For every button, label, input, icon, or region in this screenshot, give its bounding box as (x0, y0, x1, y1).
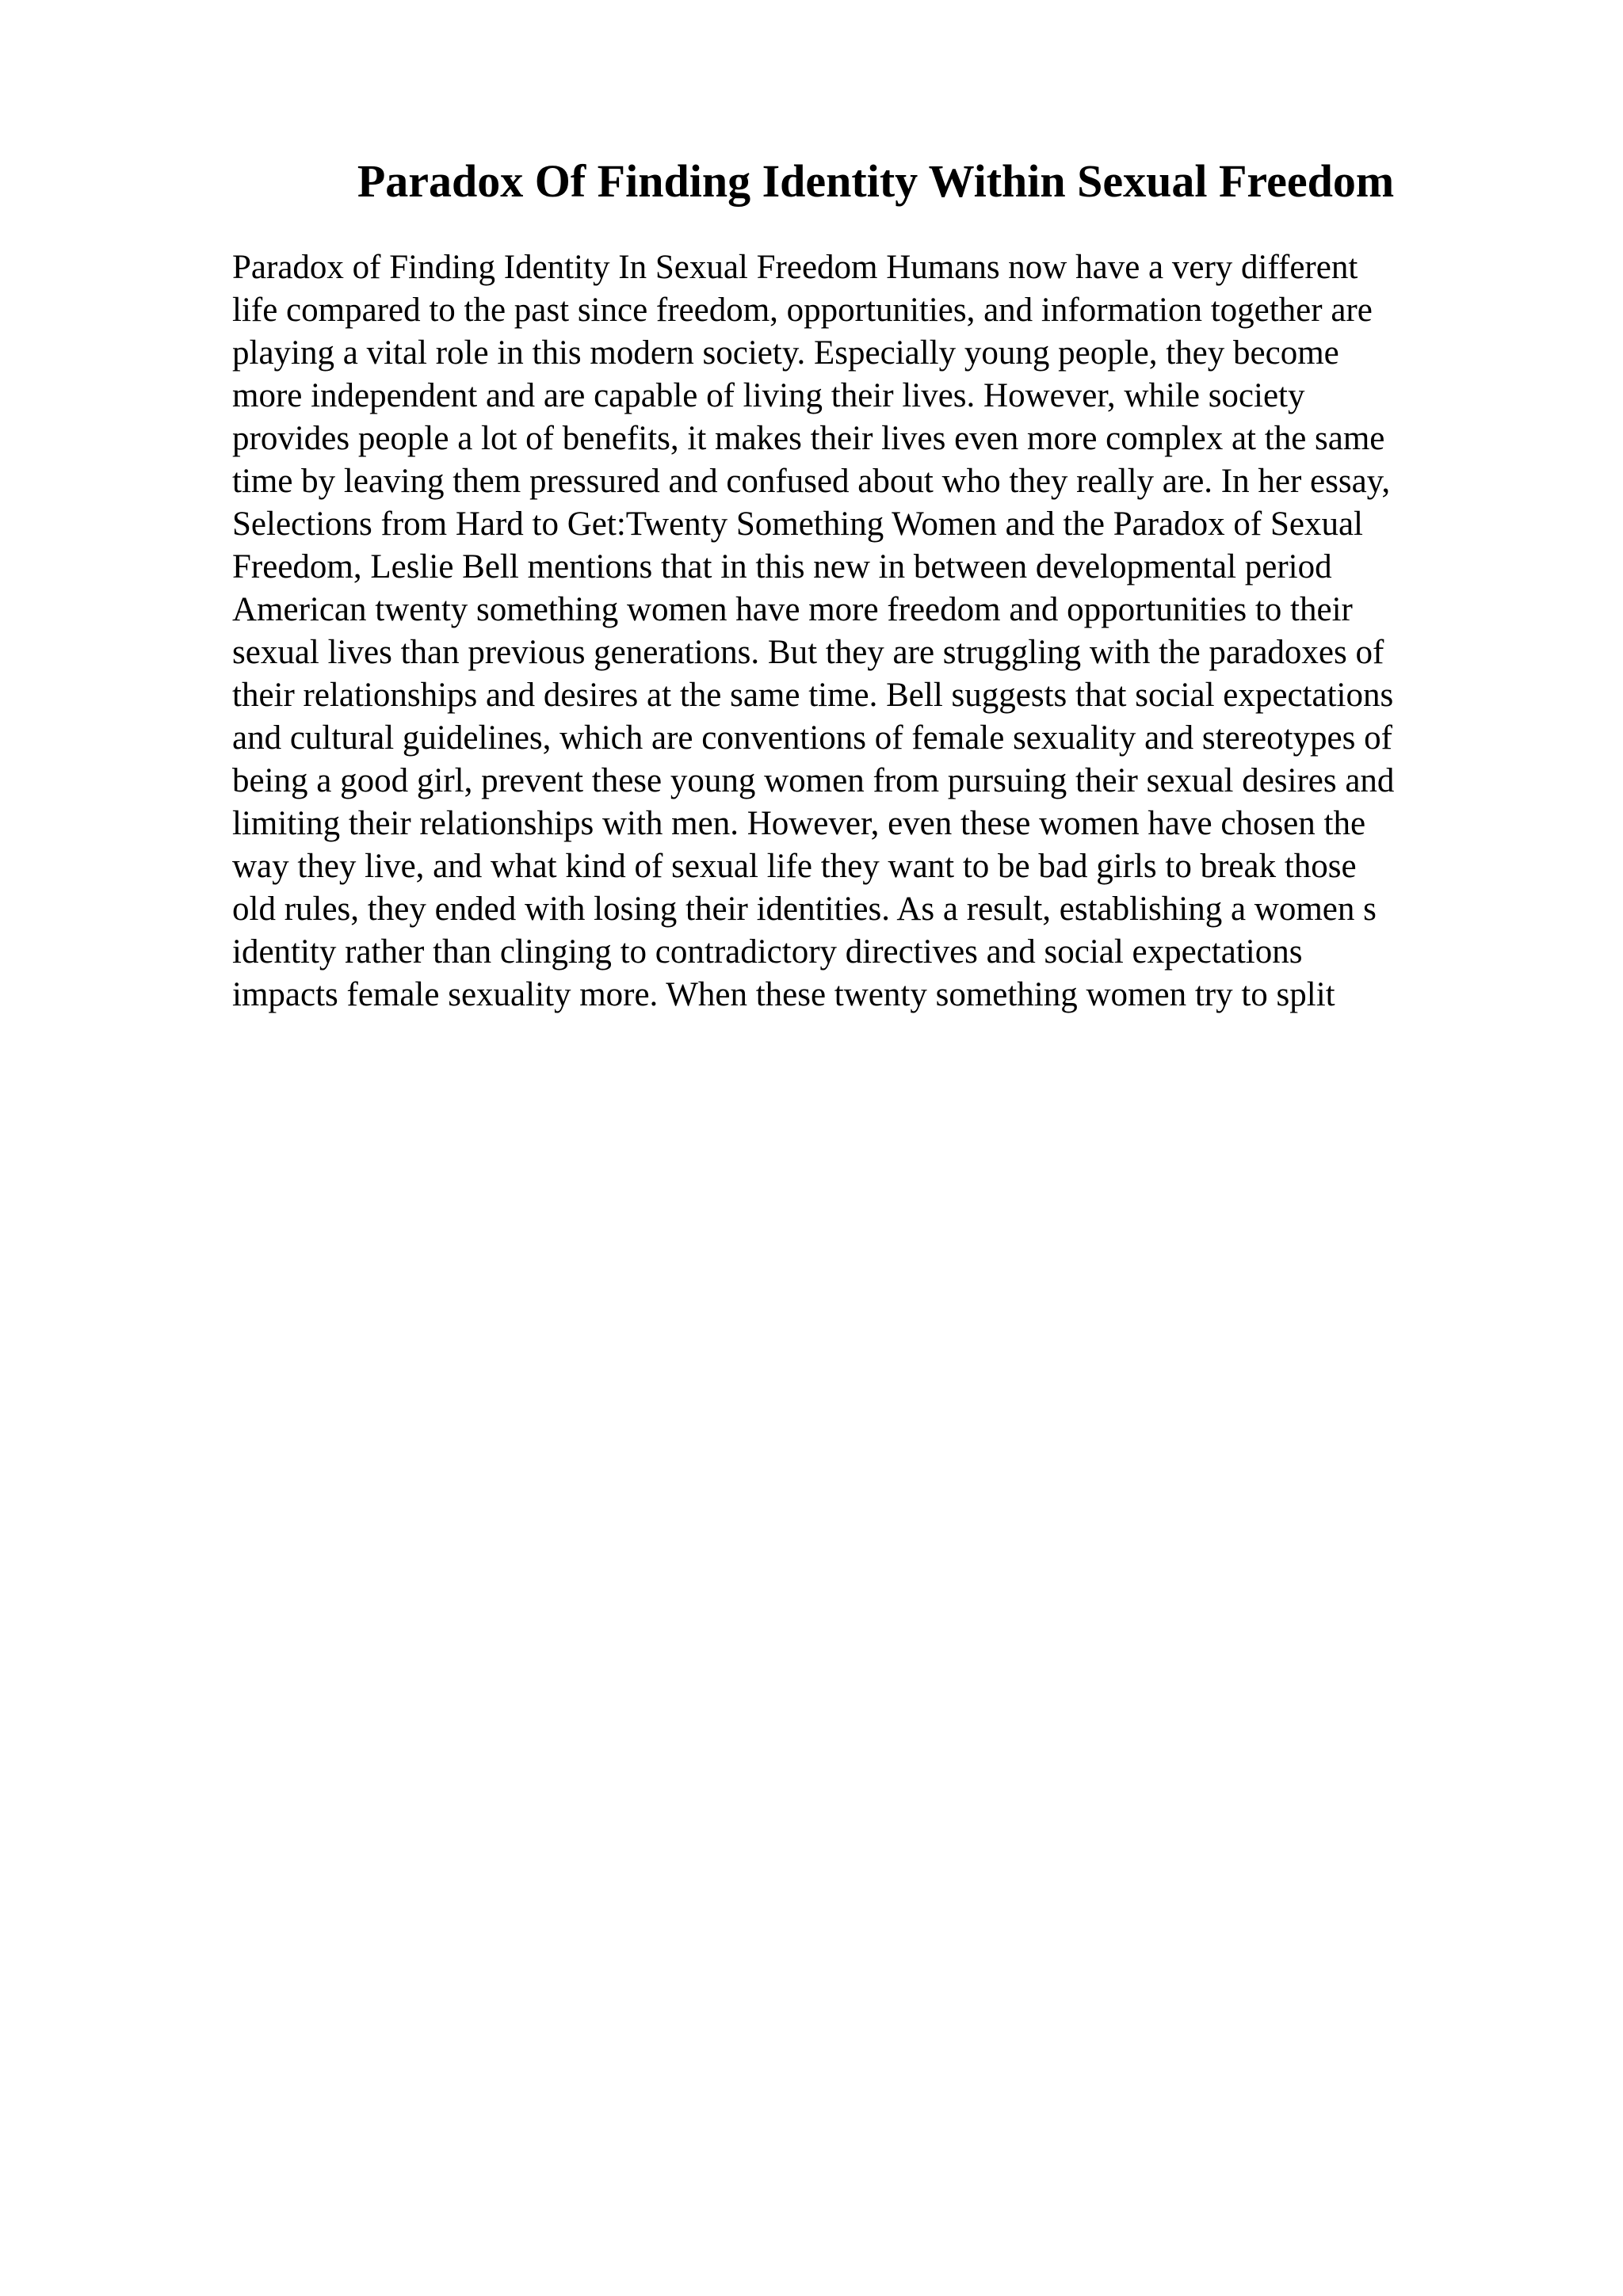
body-line: American twenty something women have more freedom and opportunities to their (232, 591, 1353, 628)
body-line: impacts female sexuality more. When these twenty something women try to split (232, 976, 1335, 1013)
document-title: Paradox Of Finding Identity Within Sexual Freedom (357, 155, 1395, 207)
body-line: being a good girl, prevent these young women from pursuing their sexual desires and (232, 762, 1395, 799)
body-line: Selections from Hard to Get:Twenty Something Women and the Paradox of Sexual (232, 505, 1363, 543)
body-line: old rules, they ended with losing their identities. As a result, establishing a women s (232, 891, 1377, 928)
body-line: provides people a lot of benefits, it makes their lives even more complex at the same (232, 420, 1385, 457)
body-line: and cultural guidelines, which are conventions of female sexuality and stereotypes of (232, 719, 1392, 757)
body-line: Paradox of Finding Identity In Sexual Freedom Humans now have a very different (232, 249, 1358, 286)
body-line: more independent and are capable of living their lives. However, while society (232, 377, 1305, 414)
body-line: limiting their relationships with men. However, even these women have chosen the (232, 805, 1366, 842)
body-line: Freedom, Leslie Bell mentions that in this new in between developmental period (232, 548, 1332, 585)
body-line: sexual lives than previous generations. But they are struggling with the paradoxes of (232, 634, 1384, 671)
body-line: identity rather than clinging to contradictory directives and social expectations (232, 933, 1303, 971)
body-line: way they live, and what kind of sexual life they want to be bad girls to break those (232, 848, 1357, 885)
body-line: life compared to the past since freedom, opportunities, and information together are (232, 292, 1373, 329)
body-line: their relationships and desires at the same time. Bell suggests that social expectations (232, 677, 1394, 714)
document-body (232, 246, 1579, 1016)
body-line: time by leaving them pressured and confused about who they really are. In her essay, (232, 463, 1391, 500)
body-line: playing a vital role in this modern society. Especially young people, they become (232, 334, 1339, 372)
